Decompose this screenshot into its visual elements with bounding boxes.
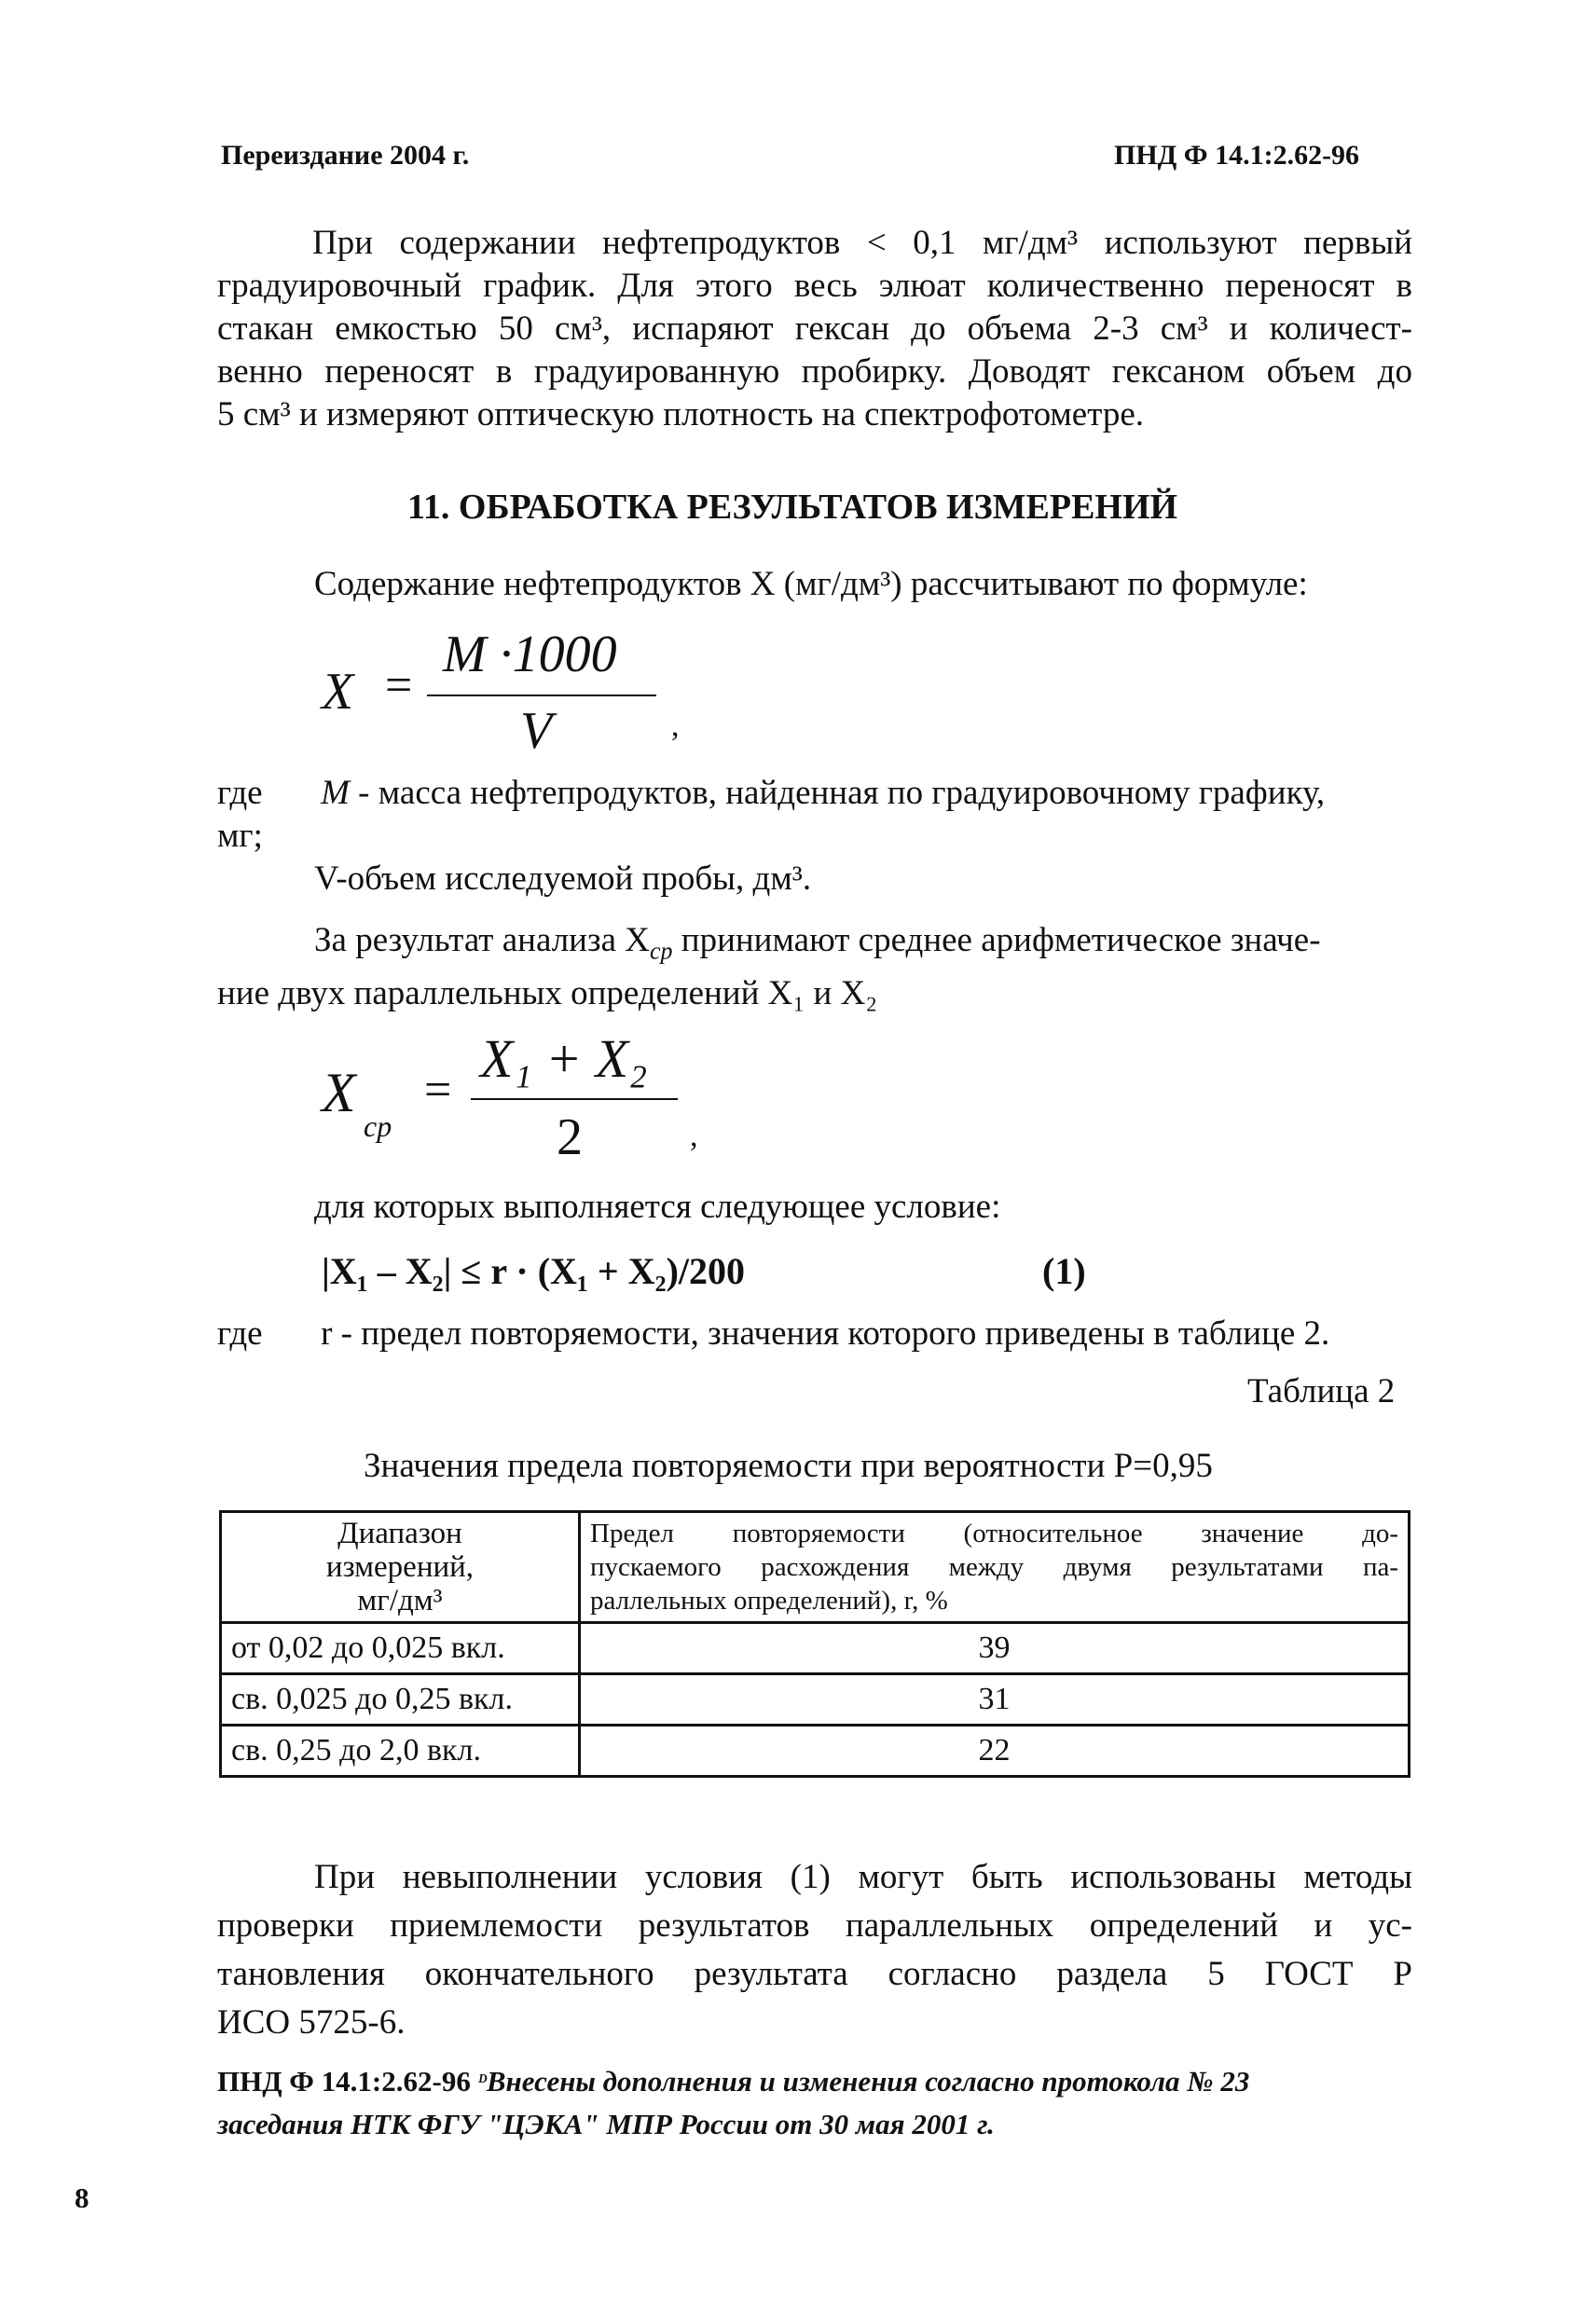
where-v: V-объем исследуемой пробы, дм³. — [314, 860, 812, 898]
formula1-comma: , — [671, 708, 680, 743]
formula2-eq: = — [424, 1064, 452, 1117]
footer-note-mark: ᴰ — [477, 2070, 487, 2093]
table-label: Таблица 2 — [1247, 1372, 1396, 1410]
footer-code: ПНД Ф 14.1:2.62-96 — [217, 2065, 471, 2098]
page-number: 8 — [75, 2181, 89, 2214]
result-line2: ние двух параллельных определений X₁ и X₂ — [217, 974, 878, 1013]
closing-line-1: При невыполнении условия (1) могут быть использованы методы — [314, 1858, 1412, 1896]
condition-formula: |X₁ – X₂| ≤ r · (X₁ + X₂)/200 — [322, 1250, 746, 1292]
intro-paragraph — [217, 222, 1412, 436]
footer-note — [217, 2060, 1412, 2146]
header-limit-line3: раллельных определений), r, % — [590, 1586, 948, 1616]
formula1-eq: = — [385, 659, 413, 712]
result-line1: За результат анализа X — [314, 921, 650, 959]
table-title: Значения предела повторяемости при вероятности Р=0,95 — [364, 1447, 1213, 1485]
header-limit-line2: пускаемого расхождения между двумя результатами па- — [590, 1552, 1398, 1582]
closing-paragraph — [217, 1853, 1412, 2047]
table-cell-range: св. 0,025 до 0,25 вкл. — [221, 1674, 580, 1726]
formula2-lhs: X — [322, 1062, 356, 1123]
closing-line-3: тановления окончательного результата согласно раздела 5 ГОСТ Р — [217, 1955, 1412, 1993]
section-title: 11. ОБРАБОТКА РЕЗУЛЬТАТОВ ИЗМЕРЕНИЙ — [407, 488, 1178, 527]
table-header-limit — [580, 1512, 1410, 1623]
header-right: ПНД Ф 14.1:2.62-96 — [1114, 140, 1360, 171]
result-sub: ср — [649, 937, 673, 965]
closing-line-2: проверки приемлемости результатов параллельных определений и ус- — [217, 1906, 1412, 1945]
intro-line-1: При содержании нефтепродуктов < 0,1 мг/дм³ используют первый — [312, 224, 1412, 262]
where-r-label: где — [217, 1314, 263, 1353]
table-header-range — [221, 1512, 580, 1623]
where-m-cont: мг; — [217, 817, 263, 855]
result-paragraph — [217, 919, 1412, 1015]
header-range-line3: мг/дм³ — [357, 1584, 443, 1617]
table-header-row — [221, 1512, 1410, 1623]
result-line1-tail: принимают среднее арифметическое значе- — [672, 921, 1321, 959]
intro-line-4: венно переносят в градуированную пробирку. Доводят гексаном объем до — [217, 352, 1412, 391]
condition-intro: для которых выполняется следующее условие: — [314, 1188, 1001, 1226]
intro-line-5: 5 см³ и измеряют оптическую плотность на спектрофотометре. — [217, 395, 1144, 433]
table-cell-range: св. 0,25 до 2,0 вкл. — [221, 1726, 580, 1777]
table-cell-range: от 0,02 до 0,025 вкл. — [221, 1623, 580, 1674]
where-r-text: r - предел повторяемости, значения которого приведены в таблице 2. — [321, 1314, 1330, 1353]
table-row — [221, 1623, 1410, 1674]
formula1-lhs: X — [322, 663, 354, 721]
repeatability-table — [219, 1510, 1410, 1778]
header-limit-line1: Предел повторяемости (относительное значение до- — [590, 1519, 1398, 1548]
header-left: Переиздание 2004 г. — [221, 140, 470, 171]
formula2-denominator: 2 — [557, 1108, 583, 1166]
table-cell-value: 39 — [580, 1623, 1410, 1674]
table-cell-value: 31 — [580, 1674, 1410, 1726]
where-label: где — [217, 774, 263, 812]
closing-line-4: ИСО 5725-6. — [217, 2003, 406, 2042]
formula-intro: Содержание нефтепродуктов X (мг/дм³) рассчитывают по формуле: — [314, 565, 1308, 603]
formula1-numerator-text: M ·1000 — [443, 626, 617, 683]
intro-line-2: градуировочный график. Для этого весь элюат количественно переносят в — [217, 267, 1412, 305]
table-cell-value: 22 — [580, 1726, 1410, 1777]
table-row — [221, 1726, 1410, 1777]
header-range-line1: Диапазон — [337, 1517, 462, 1550]
condition-number: (1) — [1042, 1250, 1086, 1292]
footer-note-line1: Внесены дополнения и изменения согласно протокола № 23 — [486, 2065, 1250, 2098]
table-row — [221, 1674, 1410, 1726]
formula1-denominator: V — [520, 702, 553, 760]
formula2-lhs-sub: cp — [364, 1109, 392, 1143]
formula2-comma: , — [690, 1119, 698, 1153]
footer-note-line2: заседания НТК ФГУ "ЦЭКА" МПР России от 30 мая 2001 г. — [217, 2108, 995, 2140]
formula2-fraction-bar — [471, 1098, 678, 1100]
where-m-block — [217, 772, 1412, 858]
formula2-numerator: X₁ + X₂ — [480, 1028, 648, 1089]
where-m-text: - масса нефтепродуктов, найденная по градуировочному графику, — [349, 774, 1326, 812]
formula1-fraction-bar — [427, 695, 656, 696]
where-r — [217, 1313, 1329, 1355]
where-m-symbol: M — [321, 774, 350, 812]
header-range-line2: измерений, — [325, 1550, 475, 1584]
formula1-numerator — [443, 625, 617, 684]
intro-line-3: стакан емкостью 50 см³, испаряют гексан до объема 2-3 см³ и количест- — [217, 310, 1412, 348]
